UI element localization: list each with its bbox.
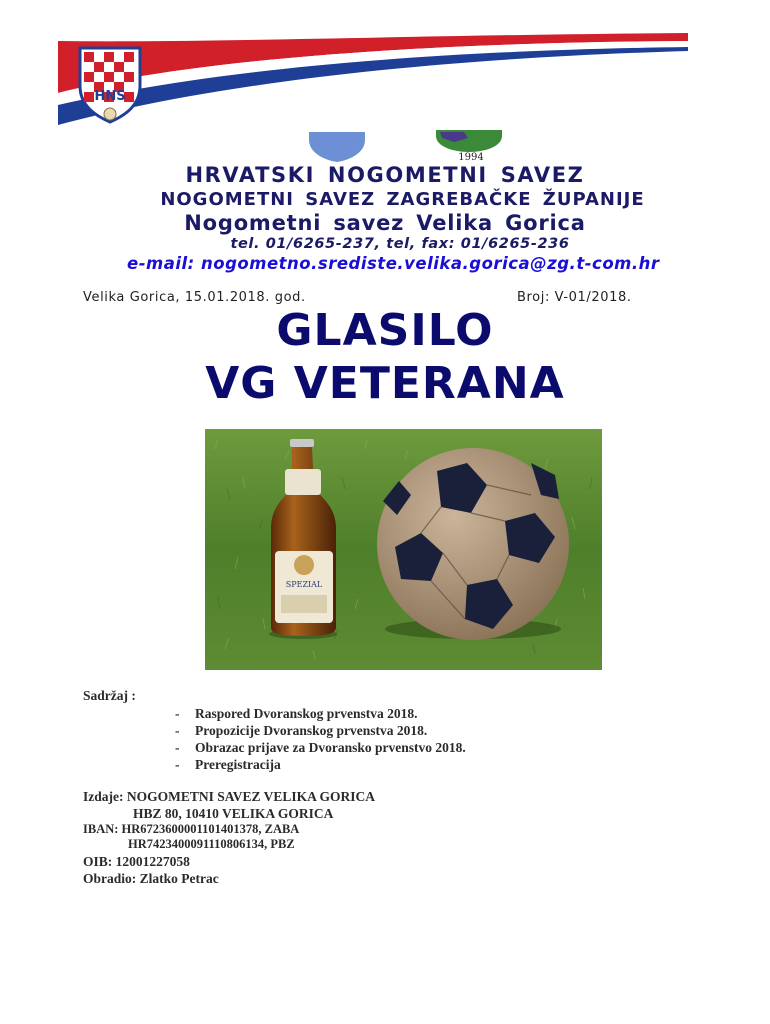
list-item: - Preregistracija [175, 757, 281, 772]
county-emblem-icon [307, 130, 367, 162]
date-line: Velika Gorica, 15.01.2018. god. [83, 290, 306, 305]
local-federation-title: Nogometni savez Velika Gorica [184, 211, 586, 235]
list-item: - Obrazac prijave za Dvoransko prvenstvo 2018. [175, 740, 466, 755]
federation-title: HRVATSKI NOGOMETNI SAVEZ [185, 163, 585, 187]
contents-heading: Sadržaj : [83, 688, 136, 703]
hns-logo-icon [72, 44, 147, 124]
header-swoosh-banner [58, 33, 688, 133]
prepared-by-line: Obradio: Zlatko Petrac [83, 871, 219, 886]
velika-gorica-emblem-icon [434, 128, 504, 162]
newsletter-title: GLASILO [276, 305, 494, 356]
oib-line: OIB: 12001227058 [83, 854, 190, 869]
list-item: - Propozicije Dvoranskog prvenstva 2018. [175, 723, 428, 738]
svg-text:SPEZIAL: SPEZIAL [285, 580, 323, 589]
newsletter-subtitle: VG VETERANA [205, 358, 565, 409]
email-line[interactable]: e-mail: nogometno.srediste.velika.gorica@zg.t-com.hr [127, 254, 660, 273]
beer-and-football-photo [205, 429, 602, 670]
county-federation-title: NOGOMETNI SAVEZ ZAGREBAČKE ŽUPANIJE [160, 189, 645, 210]
publisher-line: Izdaje: NOGOMETNI SAVEZ VELIKA GORICA [83, 789, 376, 804]
contents-list [175, 705, 466, 773]
iban-line-2: HR7423400091110806134, PBZ [128, 837, 295, 851]
document-number: Broj: V-01/2018. [517, 290, 632, 305]
phone-line: tel. 01/6265-237, tel, fax: 01/6265-236 [230, 236, 570, 252]
svg-text:HNS: HNS [94, 89, 126, 104]
svg-text:1994: 1994 [458, 152, 484, 162]
publisher-address: HBZ 80, 10410 VELIKA GORICA [133, 806, 334, 821]
list-item: - Raspored Dvoranskog prvenstva 2018. [175, 706, 418, 721]
iban-line-1: IBAN: HR6723600001101401378, ZABA [83, 822, 300, 836]
